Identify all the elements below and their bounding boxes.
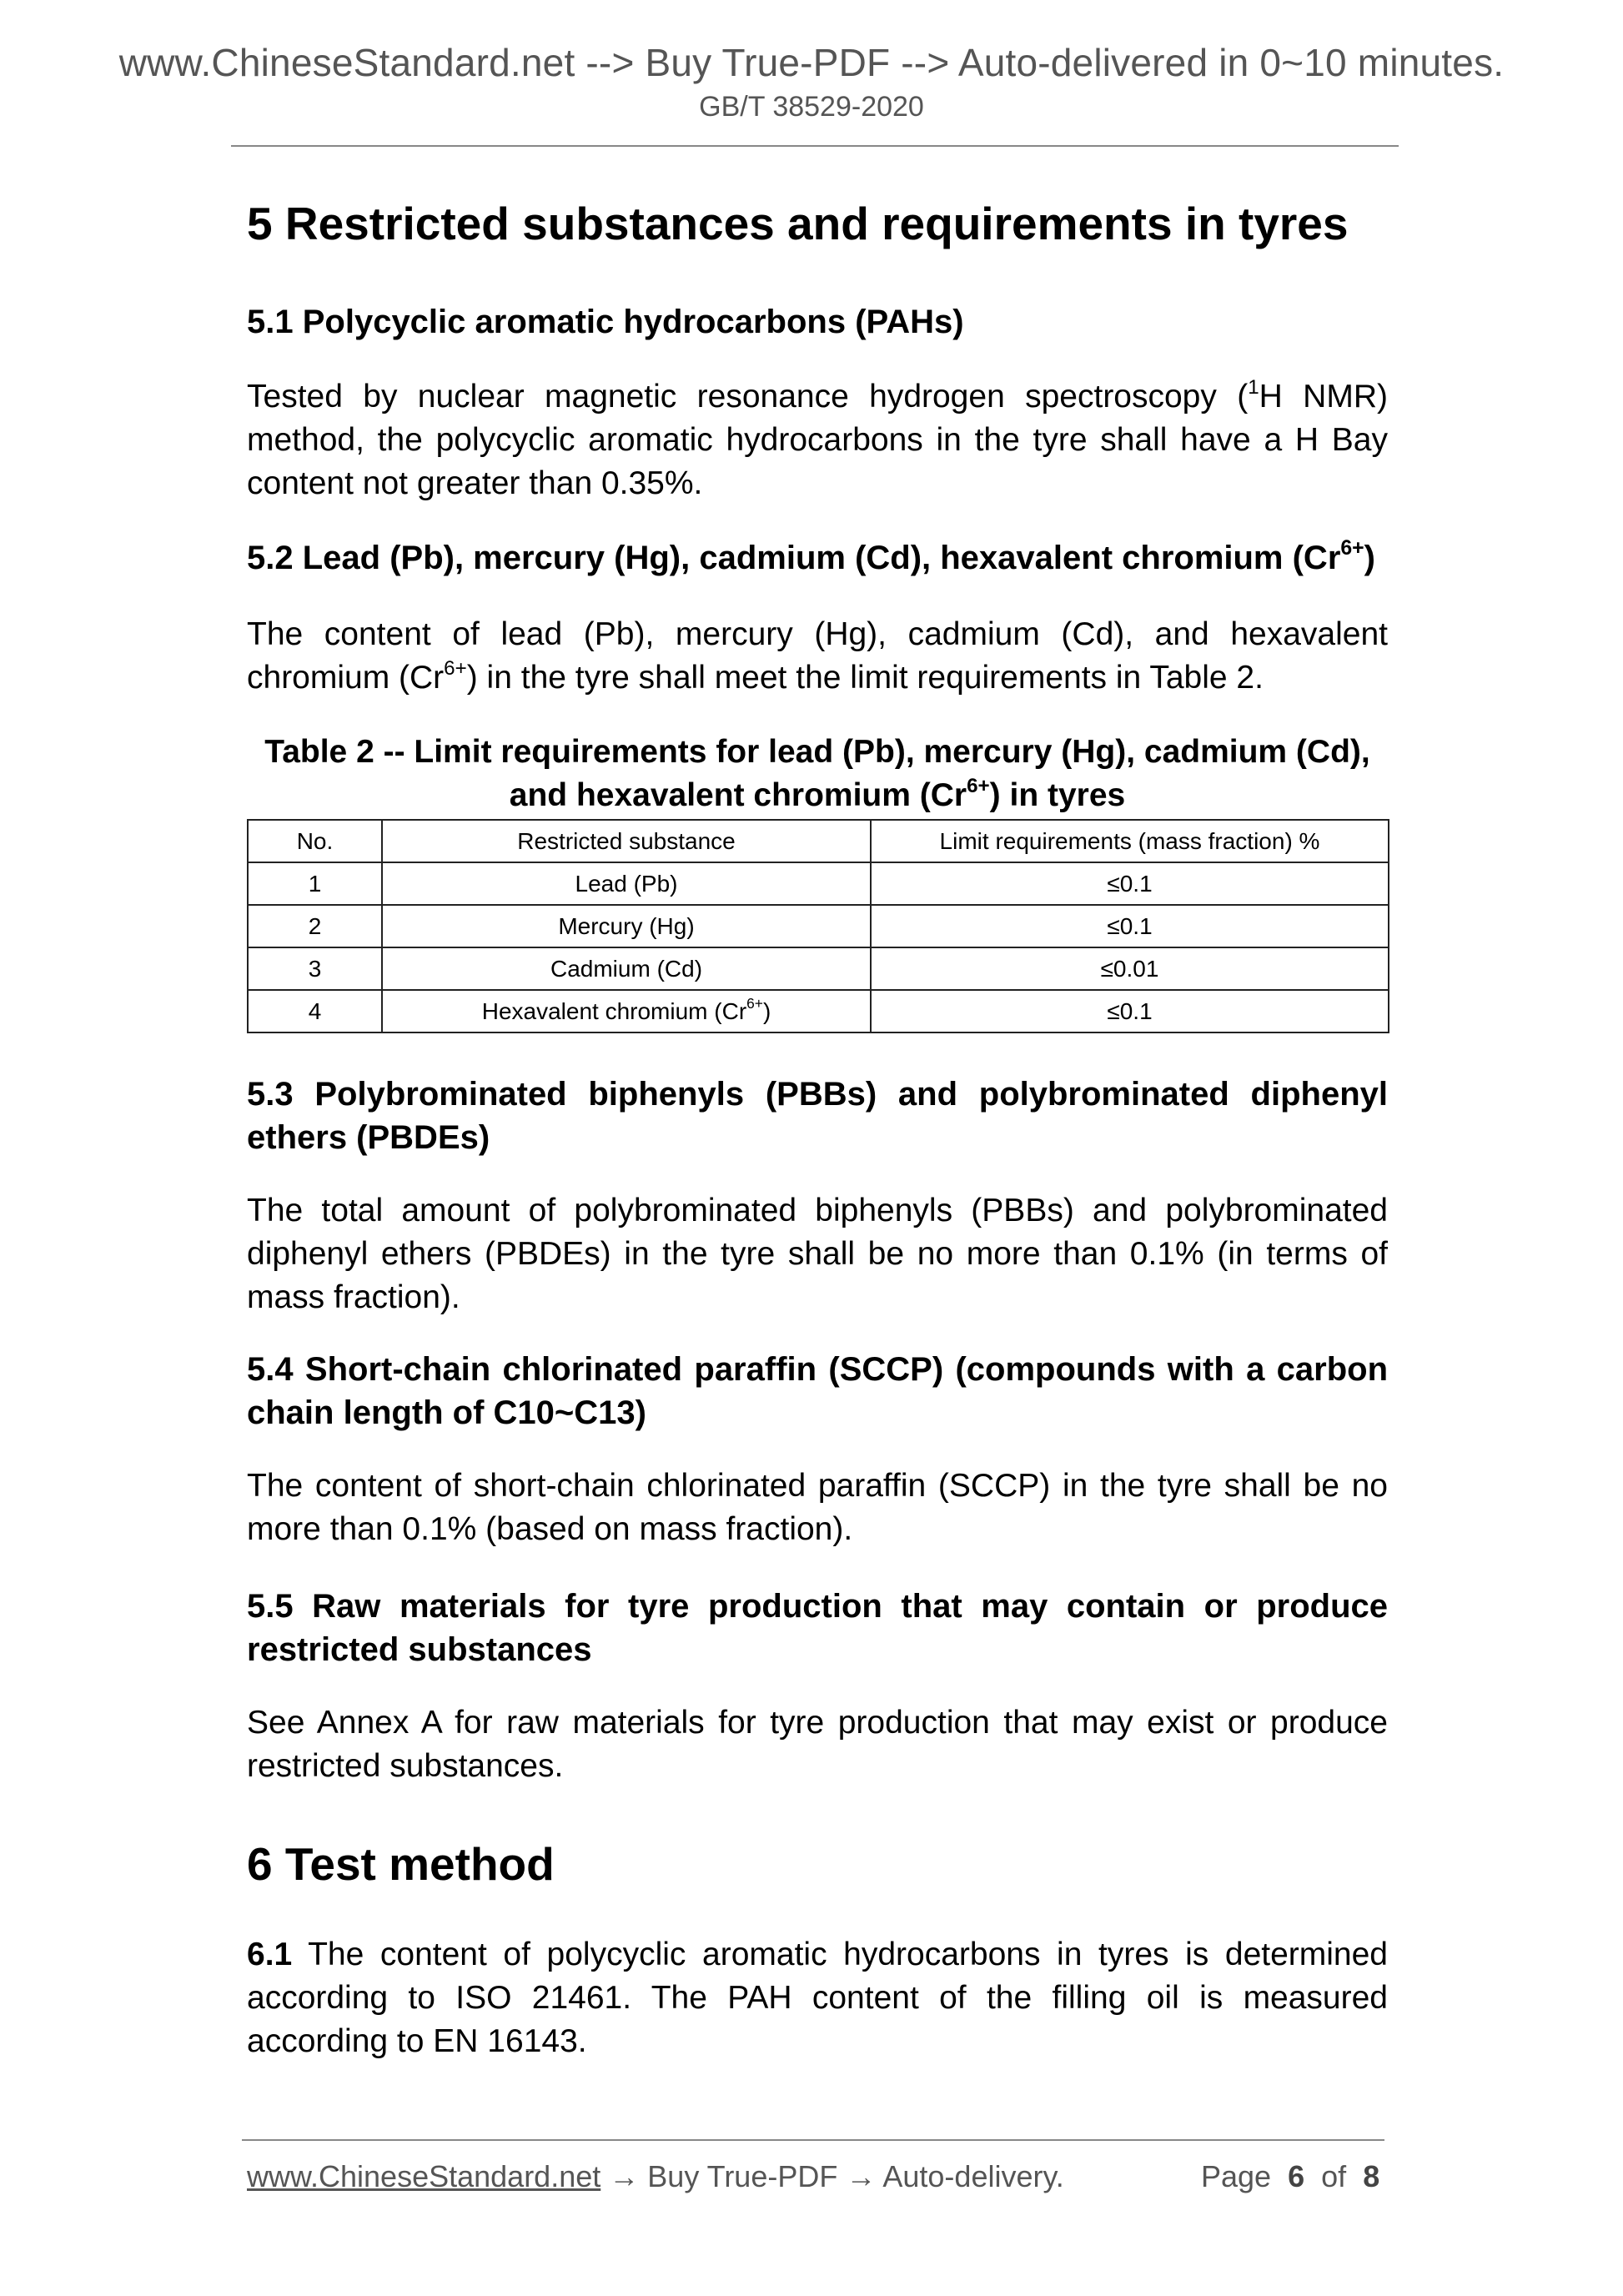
table-header-row bbox=[248, 820, 1389, 862]
section-6-title: 6 Test method bbox=[247, 1838, 555, 1890]
cell-substance: Cadmium (Cd) bbox=[382, 947, 871, 990]
table-2-caption-line-1: Table 2 -- Limit requirements for lead (Pb), mercury (Hg), cadmium (Cd), bbox=[264, 734, 1370, 770]
section-5-5-heading: 5.5 Raw materials for tyre production that may contain or produce restricted substances bbox=[247, 1588, 1388, 1668]
section-5-3-heading: 5.3 Polybrominated biphenyls (PBBs) and polybrominated diphenyl ethers (PBDEs) bbox=[247, 1076, 1388, 1156]
section-5-1-line-3: content not greater than 0.35%. bbox=[247, 465, 703, 501]
column-header-limit: Limit requirements (mass fraction) % bbox=[871, 820, 1389, 862]
cell-limit: ≤0.01 bbox=[871, 947, 1389, 990]
section-5-1-heading: 5.1 Polycyclic aromatic hydrocarbons (PAHs) bbox=[247, 304, 964, 340]
page-indicator: Page 6 of 8 bbox=[1201, 2159, 1380, 2193]
section-5-1-line-1: Tested by nuclear magnetic resonance hydrogen spectroscopy ($^1$H NMR) bbox=[247, 375, 1388, 414]
cell-limit: ≤0.1 bbox=[871, 905, 1389, 947]
section-6-1-number: 6.1 bbox=[247, 1937, 293, 1972]
header-banner: www.ChineseStandard.net --> Buy True-PDF --> Auto-delivered in 0~10 minutes. bbox=[118, 41, 1505, 84]
section-5-2-line-1: The content of lead (Pb), mercury (Hg), cadmium (Cd), and hexavalent bbox=[247, 616, 1388, 652]
column-header-no: No. bbox=[248, 820, 382, 862]
table-row bbox=[248, 990, 1389, 1032]
cell-no: 3 bbox=[248, 947, 382, 990]
arrow-icon: → bbox=[609, 2159, 640, 2193]
cell-limit: ≤0.1 bbox=[871, 990, 1389, 1032]
cell-substance: Mercury (Hg) bbox=[382, 905, 871, 947]
limit-requirements-table bbox=[247, 819, 1389, 1033]
section-5-5-body: See Annex A for raw materials for tyre production that may exist or produce restricted substances. bbox=[247, 1705, 1388, 1784]
cell-no: 1 bbox=[248, 862, 382, 905]
section-5-title: 5 Restricted substances and requirements in tyres bbox=[247, 198, 1349, 249]
footer-links: www.ChineseStandard.net → Buy True-PDF → Auto-delivery. bbox=[247, 2159, 1064, 2193]
cell-limit: ≤0.1 bbox=[871, 862, 1389, 905]
table-2-caption-line-2: and hexavalent chromium $(Cr^{6+})$ in tyres bbox=[509, 774, 1126, 813]
column-header-substance: Restricted substance bbox=[382, 820, 871, 862]
table-row bbox=[248, 905, 1389, 947]
cell-no: 4 bbox=[248, 990, 382, 1032]
section-5-4-body: The content of short-chain chlorinated paraffin (SCCP) in the tyre shall be no more than 0.1% (based on mass fraction). bbox=[247, 1468, 1388, 1547]
section-5-2-line-2: chromium $(Cr^{6+})$ in the tyre shall meet the limit requirements in Table 2. bbox=[247, 656, 1264, 696]
table-row bbox=[248, 947, 1389, 990]
arrow-icon: → bbox=[846, 2159, 877, 2193]
footer-site-link[interactable]: www.ChineseStandard.net bbox=[247, 2159, 601, 2193]
cell-no: 2 bbox=[248, 905, 382, 947]
header-standard-number: GB/T 38529-2020 bbox=[699, 91, 924, 123]
section-5-1-line-2: method, the polycyclic aromatic hydrocarbons in the tyre shall have a H Bay bbox=[247, 422, 1388, 458]
section-5-4-heading: 5.4 Short-chain chlorinated paraffin (SCCP) (compounds with a carbon chain length of C10~C13) bbox=[247, 1351, 1388, 1431]
table-row bbox=[248, 862, 1389, 905]
header-divider bbox=[231, 145, 1399, 147]
footer-divider bbox=[242, 2139, 1384, 2141]
section-6-1-body: 6.1 The content of polycyclic aromatic hydrocarbons in tyres is determined according to ISO 21461. The PAH content of the filling oil is measured according to EN 16143. bbox=[247, 1937, 1388, 2059]
section-5-3-body: The total amount of polybrominated biphenyls (PBBs) and polybrominated diphenyl ethers (PBDEs) in the tyre shall be no more than 0.1% (in terms of mass fraction). bbox=[247, 1193, 1388, 1315]
cell-substance: Hexavalent chromium $(Cr^{6+})$ bbox=[382, 990, 871, 1032]
cell-substance: Lead (Pb) bbox=[382, 862, 871, 905]
section-5-2-heading: 5.2 Lead (Pb), mercury (Hg), cadmium (Cd), hexavalent chromium $(Cr^{6+})$ bbox=[247, 537, 1375, 576]
